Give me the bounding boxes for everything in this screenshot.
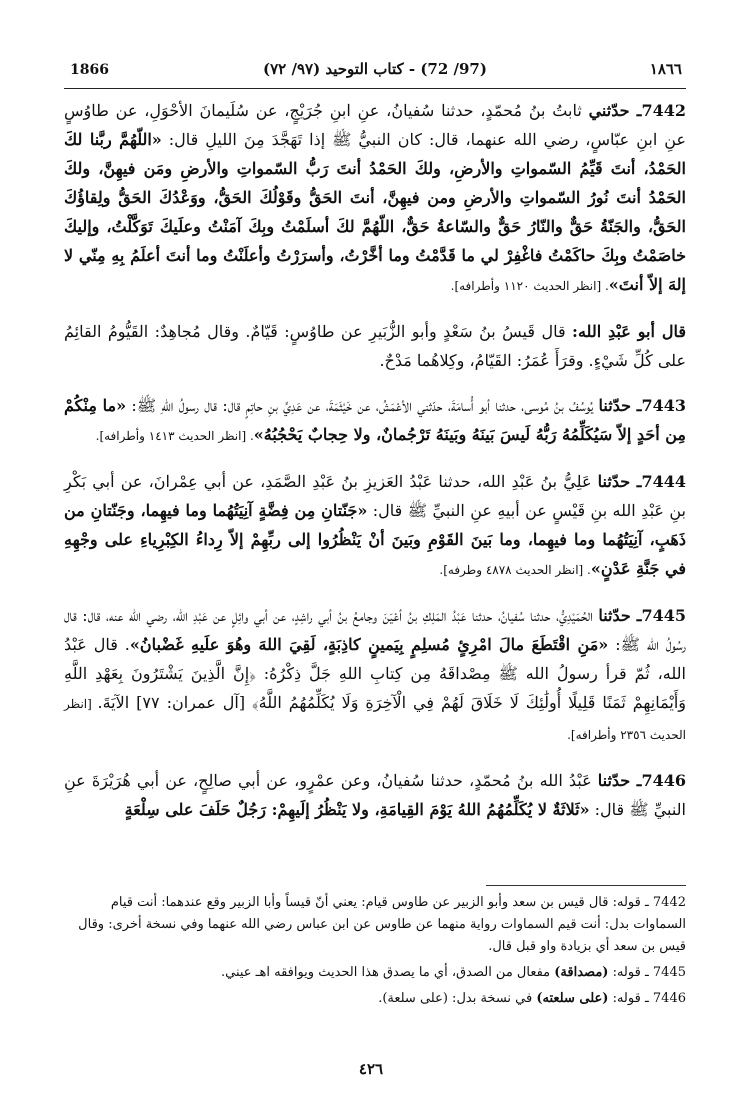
page-header (64, 54, 686, 89)
footnote-7445 (64, 962, 686, 984)
hadith-7445 (64, 601, 686, 750)
page-number-arabic: ١٨٦٦ (649, 60, 682, 78)
hadith-isnad: الحُمَيْدِيُّ، حدثنا سُفيانُ، حدثنا عَبْدُ المَلِكِ بنُ أعْيَنَ وجامعُ بنُ أبي راشِدٍ، عن أبي وائِلٍ عن عَبْدِ الله، رضي الله عنه، قال: قال رسُولُ الله ﷺ: (64, 606, 687, 654)
hadith-matn: «جَنّتانِ مِن فِضَّةٍ آنِيَتُهُما وما فيهِما، وجَنّتانِ من ذَهَبٍ، آنِيَتُهُما وما فيهِما، وما بَينَ القَوْمِ وبَينَ أنْ يَنْظُرُوا إلى ربِّهِمْ إلاّ رِداءُ الكِبْرِياءِ على وجْهِهِ في جَنَّةِ عَدْنٍ» (64, 501, 686, 578)
footnote-divider (486, 885, 686, 886)
hadith-number: 7446 (641, 771, 686, 790)
footnote-explanation: في نسخة بدل: (على سلعة). (378, 991, 537, 1006)
hadith-head: ـ حدّثنا (597, 472, 642, 491)
footnote-number: 7446 (652, 991, 686, 1006)
hadith-matn: «ثَلاثَةٌ لا يُكَلِّمُهُمُ اللهُ يَوْمَ القِيامَةِ، ولا يَنْظُرُ إلَيهِمْ: رَجُلٌ حَلَفَ على سِلْعَةٍ (124, 800, 590, 819)
hadith-number: 7444 (641, 472, 687, 491)
running-title: (97/ 72) - كتاب التوحيد (٩٧/ ٧٢) (263, 60, 487, 78)
hadith-7443 (64, 391, 686, 451)
hadith-reference: . [انظر الحديث ٤٨٧٨ وطرفه]. (439, 563, 591, 577)
hadith-7442 (64, 96, 686, 301)
footnote-term: (مصداقة) (554, 965, 609, 980)
hadith-isnad: عَلِيُّ بنُ عَبْدِ الله، حدثنا عَبْدُ العَزيزِ بنُ عَبْدِ الصَّمَدِ، عن أبي عِمْرانَ، عن أبي بَكْرِ بنِ عَبْدِ الله بنِ قَيْسٍ عن أبيهِ عنِ النبيِّ ﷺ قال: (64, 472, 686, 520)
hadith-head: ـ حدّثني (588, 101, 642, 120)
hadith-matn: «ما مِنْكُمْ مِن أحَدٍ إلاّ سَيُكَلِّمُهُ رَبُّهُ لَيسَ بَينَهُ وبَينَهُ تَرْجُمانٌ، ولا حِجابٌ يَحْجُبُهُ» (64, 396, 686, 444)
hadith-reference: [انظر الحديث ٢٣٥٦ وأطرافه]. (64, 697, 686, 742)
hadith-isnad: ثابتُ بنُ مُحمّدٍ، حدثنا سُفيانُ، عنِ ابنِ جُرَيْجٍ، عن سُلَيمانَ الأحْوَلِ، عن طاوُسٍ عنِ ابنِ عبّاسٍ، رضي الله عنهما، قال: كان النبيُّ ﷺ إذا تَهَجَّدَ مِنَ الليلِ قال: (64, 101, 686, 149)
footnote-term: (على سلعته) (536, 991, 609, 1006)
hadith-number: 7445 (641, 606, 686, 625)
hadith-reference: . [انظر الحديث ١١٢٠ وأطرافه]. (450, 279, 609, 293)
footnote-explanation: مفعال من الصدق، أي ما يصدق هذا الحديث ويوافقه اهـ عيني. (220, 965, 555, 980)
footnote-text: ـ قوله: قال قيس بن سعد وأبو الزبير عن طاوس قيام: يعني أنّ قيساً وأبا الزبير وقع عندهما: أنت قيام السماوات بدل: أنت قيم السماوات رواية منهما عن طاوس عن ابن عباس رضي الله عنهما وفي نسخة أخرى: وقال قيس بن سعد أي بزيادة واو قبل قال. (78, 895, 686, 954)
footnote-number: 7445 (652, 965, 686, 980)
hadith-number: 7442 (641, 101, 686, 120)
hadith-isnad: يُوسُفُ بنُ مُوسى، حدثنا أبو أُسامَةَ، حدّثني الأعْمَشُ، عن خَيْثَمَةَ، عن عَدِيِّ بنِ حاتِمٍ قال: قال رسولُ اللهِ ﷺ: (126, 396, 599, 415)
footnote-7446 (64, 988, 686, 1010)
footnote-number: 7442 (652, 895, 686, 910)
hadith-7446 (64, 766, 686, 824)
hadith-reference: . [انظر الحديث ١٤١٣ وأطرافه]. (95, 429, 254, 443)
hadith-head: ـ حدّثنا (597, 771, 642, 790)
hadith-head: ـ حدّثنا (598, 606, 642, 625)
hadith-7444 (64, 467, 686, 585)
bukhari-comment (64, 317, 686, 375)
hadith-continuation: . قال عَبْدُ الله، ثُمّ قرأ رسولُ الله ﷺ مِصْداقَهُ مِن كِتابِ اللهِ جَلَّ ذِكْرُهُ: ﴿إِنَّ الَّذِينَ يَشْتَرُونَ بِعَهْدِ اللَّهِ وَأَيْمَانِهِمْ ثَمَنًا قَلِيلًا أُولَٰئِكَ لَا خَلَاقَ لَهُمْ فِي الْآخِرَةِ وَلَا يُكَلِّمُهُمُ اللَّهُ﴾ [آل عمران: ٧٧] الآيَةَ. (64, 635, 686, 712)
hadith-matn: «مَنِ اقْتَطَعَ مالَ امْرِئٍ مُسلِمٍ بِيَمينٍ كاذِبَةٍ، لَقِيَ اللهَ وهُوَ علَيهِ غَضْبانُ» (129, 635, 609, 654)
page-number-latin: 1866 (70, 62, 109, 78)
hadith-matn: «اللّهُمَّ ربَّنا لكَ الحَمْدُ، أنتَ قَيِّمُ السّمواتِ والأرضِ، ولكَ الحَمْدُ أنتَ رَبُّ السّمواتِ والأرضِ ومَن فيهِنَّ، ولكَ الحَمْدُ أنتَ نُورُ السّمواتِ والأرضِ ومن فيهِنَّ، أنتَ الحَقُّ وقَوْلُكَ الحَقُّ، ووَعْدُكَ الحَقُّ ولِقاؤُكَ الحَقُّ، والجَنّةُ حَقٌّ والنّارُ حَقٌّ والسّاعةُ حَقٌّ، اللّهُمَّ لكَ أسلَمْتُ وبِكَ آمَنْتُ وعلَيكَ تَوَكَّلْتُ، وإليكَ خاصَمْتُ وبِكَ حاكَمْتُ فاغْفِرْ لي ما قَدَّمْتُ وما أخَّرْتُ، وأسرَرْتُ وأعلَنْتُ وما أنتَ أعلَمُ بِهِ مِنّي لا إلهَ إلاّ أنتَ» (64, 130, 686, 294)
footnote-text: ـ قوله: (608, 991, 653, 1006)
comment-head: قال أبو عَبْدِ الله: (572, 322, 687, 341)
page-footer-number: ٤٢٦ (358, 1060, 384, 1078)
main-text (64, 96, 686, 840)
comment-text: قال قَيسُ بنُ سَعْدٍ وأبو الزُّبَيرِ عن طاوُسٍ: قَيّامٌ. وقال مُجاهِدٌ: القَيُّومُ القائِمُ على كُلِّ شَيْءٍ. وقرَأَ عُمَرُ: القَيّامُ، وكِلاهُما مَدْحٌ. (64, 322, 686, 370)
hadith-head: ـ حدّثنا (598, 396, 642, 415)
hadith-isnad: عَبْدُ الله بنُ مُحمّدٍ، حدثنا سُفيانُ، وعن عمْرٍو، عن أبي صالِحٍ، عن أبي هُرَيْرَةَ عنِ النبيِّ ﷺ قال: (64, 771, 686, 819)
footnote-text: ـ قوله: (608, 965, 653, 980)
hadith-number: 7443 (641, 396, 687, 415)
footnote-7442 (64, 892, 686, 958)
footnotes (64, 892, 686, 1014)
